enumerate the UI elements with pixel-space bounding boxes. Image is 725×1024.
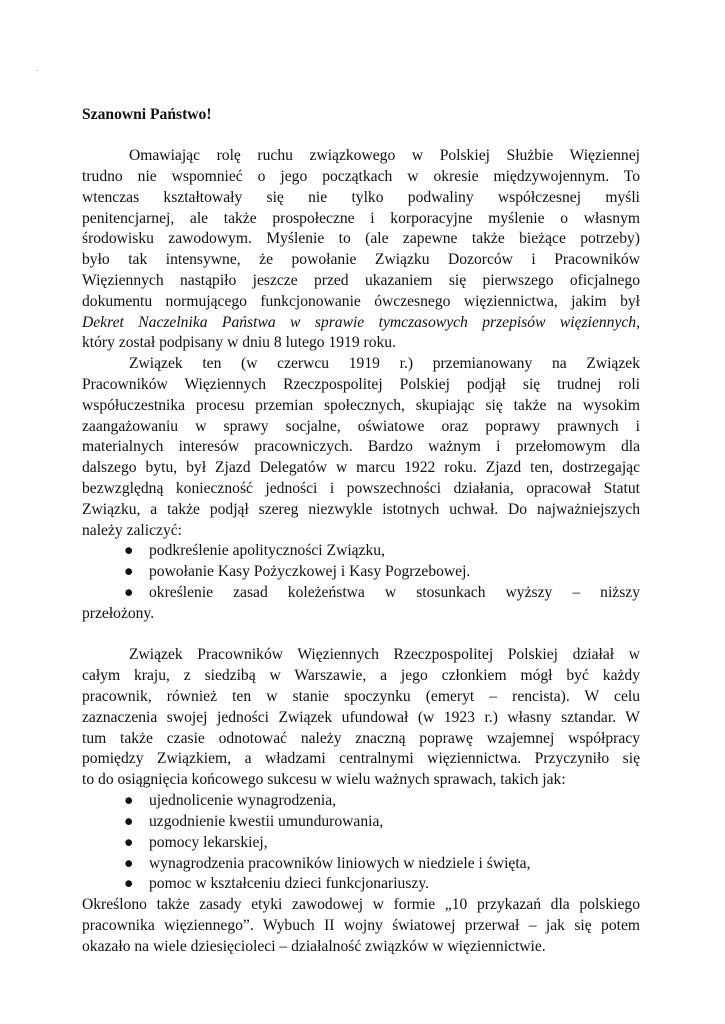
- list-item-text: uzgodnienie kwestii umundurowania,: [149, 813, 384, 830]
- s2-line-5: materialnych interesów pracowniczych. Bardzo ważnym i przełomowym dla: [82, 438, 640, 455]
- bullet-icon: ●: [124, 813, 134, 830]
- s2-line-8: Związku, a także podjął szereg niezwykle istotnych uchwał. Do najważniejszych: [82, 501, 640, 518]
- s1-line-5: środowisku zawodowym. Myślenie to (ale zapewne także bieżące potrzeby): [82, 230, 640, 247]
- list-item-text: pomoc w kształceniu dzieci funkcjonariuszy.: [149, 875, 430, 892]
- s1-line-4: penitencjarnej, ale także prospołeczne i korporacyjne myślenie o własnym: [82, 210, 640, 227]
- bullet-icon: ●: [124, 834, 134, 851]
- s2-last-line: należy zaliczyć:: [82, 522, 182, 539]
- s3-line-2: całym kraju, z siedzibą w Warszawie, a jego członkiem mógł być każdy: [82, 667, 640, 684]
- s3-line-4: zaznaczenia swojej jedności Związek ufundował (w 1923 r.) własny sztandar. W: [82, 709, 640, 726]
- s1-line-2: trudno nie wspomnieć o jego początkach w okresie międzywojennym. To: [82, 168, 640, 185]
- scan-speck: [36, 70, 38, 71]
- s3-line-6: pomiędzy Związkiem, a władzami centralnymi więziennictwa. Przyczyniło się: [82, 750, 640, 767]
- closing-line-3: okazało na wiele dziesięcioleci – działalność związków w więziennictwie.: [82, 938, 546, 955]
- s1-last-line: który został podpisany w dniu 8 lutego 1919 roku.: [82, 334, 397, 351]
- closing-line-2: pracownika więziennego”. Wybuch II wojny światowej przerwał – jak się potem: [82, 917, 640, 934]
- list-item-text: podkreślenie apolityczności Związku,: [149, 542, 385, 559]
- list-item-continuation: przełożony.: [82, 605, 155, 622]
- s1-line-3: wtenczas kształtowały się nie tylko podwaliny współczesnej myśli: [82, 189, 640, 206]
- salutation-heading: Szanowni Państwo!: [82, 106, 212, 123]
- s2-line-6: dalszego bytu, był Zjazd Delegatów w marcu 1922 roku. Zjazd ten, dostrzegając: [82, 459, 640, 476]
- bullet-icon: ●: [124, 563, 134, 580]
- bullet-icon: ●: [124, 792, 134, 809]
- s2-line-4: zaangażowaniu w sprawy socjalne, oświatowe oraz poprawy prawnych i: [82, 418, 640, 435]
- s3-line-5: tum także czasie odnotować należy znaczną poprawę wzajemnej współpracy: [82, 730, 640, 747]
- s1-line-8: dokumentu normującego funkcjonowanie ówczesnego więziennictwa, jakim był: [82, 293, 640, 310]
- bullet-icon: ●: [124, 855, 134, 872]
- closing-line-1: Określono także zasady etyki zawodowej w formie „10 przykazań dla polskiego: [82, 896, 640, 913]
- bullet-icon: ●: [124, 542, 134, 559]
- s1-line-7: Więziennych nastąpiło jeszcze przed ukazaniem się pierwszego oficjalnego: [82, 272, 640, 289]
- list-item-text: pomocy lekarskiej,: [149, 834, 268, 851]
- list-item-text: wynagrodzenia pracowników liniowych w niedziele i święta,: [149, 855, 531, 872]
- s2-line-7: bezwzględną konieczność jedności i powszechności działania, opracował Statut: [82, 480, 640, 497]
- s1-line-6: było tak intensywne, że powołanie Związku Dozorców i Pracowników: [82, 251, 640, 268]
- list-item-text: powołanie Kasy Pożyczkowej i Kasy Pogrzebowej.: [149, 563, 471, 580]
- s1-line-1: Omawiając rolę ruchu związkowego w Polskiej Służbie Więziennej: [129, 147, 640, 164]
- s2-line-1: Związek ten (w czerwcu 1919 r.) przemianowany na Związek: [129, 355, 640, 372]
- s2-line-2: Pracowników Więziennych Rzeczpospolitej Polskiej podjął się trudnej roli: [82, 376, 640, 393]
- s3-line-1: Związek Pracowników Więziennych Rzeczpospolitej Polskiej działał w: [129, 646, 640, 663]
- s3-line-3: pracownik, również ten w stanie spoczynku (emeryt – rencista). W celu: [82, 688, 640, 705]
- s2-line-3: współuczestnika procesu przemian społecznych, skupiając się także na wysokim: [82, 397, 640, 414]
- list-item-text: ujednolicenie wynagrodzenia,: [149, 792, 337, 809]
- bullet-icon: ●: [124, 875, 134, 892]
- bullet-icon: ●: [124, 584, 134, 601]
- decree-title: Dekret Naczelnika Państwa w sprawie tymczasowych przepisów więziennych,: [82, 314, 640, 331]
- s3-last-line: to do osiągnięcia końcowego sukcesu w wielu ważnych sprawach, takich jak:: [82, 771, 566, 788]
- list-item-text: określenie zasad koleżeństwa w stosunkach wyższy – niższy: [149, 584, 640, 601]
